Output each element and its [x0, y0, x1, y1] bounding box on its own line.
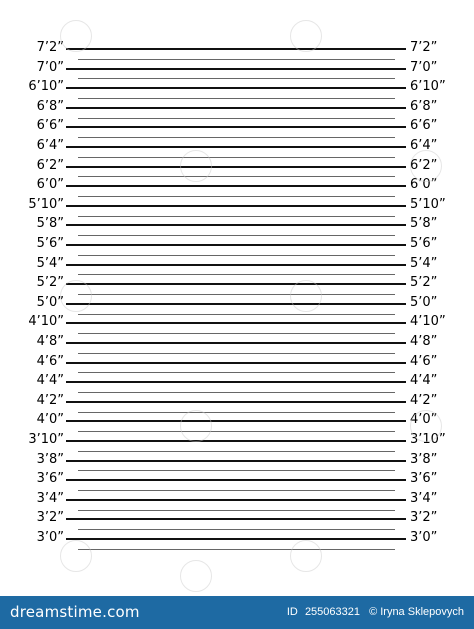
height-line-major — [66, 244, 406, 246]
height-line-minor — [78, 59, 395, 60]
height-label-right: 7’0” — [410, 59, 438, 75]
height-line-minor — [78, 78, 395, 79]
height-line-major — [66, 205, 406, 207]
height-label-left: 3’10” — [28, 432, 64, 447]
height-line-minor — [78, 157, 395, 158]
height-label-right: 6’2” — [410, 157, 438, 173]
height-label-right: 5’8” — [410, 216, 438, 232]
height-label-left: 4’8” — [36, 334, 64, 349]
height-line-major — [66, 303, 406, 305]
height-label-left: 3’4” — [36, 490, 64, 506]
height-label-left: 6’2” — [36, 157, 64, 173]
height-line-minor — [78, 196, 395, 197]
height-line-major — [66, 264, 406, 266]
watermark-mark — [290, 540, 322, 572]
height-label-right: 5’0” — [410, 294, 438, 310]
height-line-minor — [78, 216, 395, 217]
height-line-minor — [78, 490, 395, 491]
height-label-left: 3’6” — [36, 471, 64, 487]
height-label-left: 3’0” — [36, 530, 64, 545]
height-line-minor — [78, 176, 395, 177]
height-label-left: 4’0” — [36, 412, 64, 428]
height-label-right: 4’8” — [410, 334, 438, 349]
height-line-major — [66, 146, 406, 148]
height-label-left: 6’8” — [36, 98, 64, 114]
height-line-minor — [78, 451, 395, 452]
height-line-minor — [78, 372, 395, 373]
height-line-minor — [78, 353, 395, 354]
height-line-major — [66, 420, 406, 422]
watermark-mark — [180, 560, 212, 592]
watermark-mark — [180, 150, 212, 182]
height-label-right: 4’6” — [410, 353, 438, 369]
height-label-right: 3’4” — [410, 490, 438, 506]
height-label-left: 4’10” — [28, 314, 64, 330]
height-label-left: 5’8” — [36, 216, 64, 232]
height-line-major — [66, 68, 406, 70]
height-line-major — [66, 342, 406, 344]
height-label-left: 4’4” — [36, 373, 64, 389]
height-label-left: 3’8” — [36, 451, 64, 467]
height-label-right: 6’6” — [410, 118, 438, 134]
height-label-right: 4’10” — [410, 314, 446, 330]
image-id-label: ID — [286, 606, 298, 618]
height-line-minor — [78, 510, 395, 511]
height-line-minor — [78, 137, 395, 138]
height-label-right: 7’2” — [410, 40, 438, 55]
height-label-right: 6’8” — [410, 98, 438, 114]
image-id — [287, 605, 464, 619]
height-line-minor — [78, 549, 395, 550]
height-label-right: 3’2” — [410, 510, 438, 526]
height-label-left: 5’6” — [36, 236, 64, 251]
height-label-right: 5’6” — [410, 236, 438, 251]
height-label-left: 3’2” — [36, 510, 64, 526]
height-line-major — [66, 185, 406, 187]
watermark-mark — [60, 540, 92, 572]
height-label-right: 6’4” — [410, 138, 438, 153]
height-line-major — [66, 166, 406, 168]
height-line-minor — [78, 314, 395, 315]
height-line-major — [66, 538, 406, 540]
height-line-major — [66, 499, 406, 501]
height-label-right: 3’0” — [410, 530, 438, 545]
height-line-minor — [78, 118, 395, 119]
watermark-mark — [410, 150, 442, 182]
height-line-major — [66, 401, 406, 403]
stock-footer-bar — [0, 596, 474, 629]
watermark-mark — [290, 280, 322, 312]
height-line-major — [66, 460, 406, 462]
image-id-value: 255063321 — [304, 606, 360, 618]
height-label-right: 4’2” — [410, 392, 438, 408]
height-line-minor — [78, 255, 395, 256]
height-line-major — [66, 440, 406, 442]
height-line-minor — [78, 412, 395, 413]
height-line-major — [66, 87, 406, 89]
height-line-major — [66, 126, 406, 128]
height-label-right: 4’0” — [410, 412, 438, 428]
height-label-left: 5’4” — [36, 255, 64, 271]
watermark-mark — [180, 410, 212, 442]
stock-logo: dreamstime.com — [10, 603, 140, 621]
image-credit: © Iryna Sklepovych — [369, 606, 464, 618]
height-line-major — [66, 518, 406, 520]
height-label-left: 7’0” — [36, 59, 64, 75]
height-line-major — [66, 479, 406, 481]
height-label-right: 6’10” — [410, 79, 446, 95]
height-label-left: 5’0” — [36, 294, 64, 310]
height-line-major — [66, 224, 406, 226]
height-line-minor — [78, 431, 395, 432]
height-label-left: 5’2” — [36, 275, 64, 291]
watermark-mark — [410, 410, 442, 442]
watermark-mark — [290, 20, 322, 52]
height-label-left: 7’2” — [36, 40, 64, 55]
watermark-mark — [60, 280, 92, 312]
height-line-major — [66, 322, 406, 324]
height-line-minor — [78, 274, 395, 275]
height-label-right: 5’4” — [410, 255, 438, 271]
height-line-major — [66, 283, 406, 285]
height-line-minor — [78, 470, 395, 471]
height-line-minor — [78, 529, 395, 530]
height-label-left: 6’0” — [36, 177, 64, 193]
height-line-minor — [78, 294, 395, 295]
height-line-major — [66, 362, 406, 364]
height-label-right: 3’10” — [410, 432, 446, 447]
height-label-left: 5’10” — [28, 196, 64, 212]
height-line-minor — [78, 235, 395, 236]
height-label-right: 3’8” — [410, 451, 438, 467]
height-line-major — [66, 107, 406, 109]
height-line-minor — [78, 333, 395, 334]
watermark-mark — [60, 20, 92, 52]
height-label-left: 4’2” — [36, 392, 64, 408]
height-line-minor — [78, 392, 395, 393]
height-label-right: 6’0” — [410, 177, 438, 193]
height-line-major — [66, 48, 406, 50]
height-label-right: 3’6” — [410, 471, 438, 487]
height-label-left: 6’6” — [36, 118, 64, 134]
height-label-right: 5’10” — [410, 196, 446, 212]
height-label-right: 4’4” — [410, 373, 438, 389]
height-label-left: 6’10” — [28, 79, 64, 95]
height-label-right: 5’2” — [410, 275, 438, 291]
height-label-left: 4’6” — [36, 353, 64, 369]
height-label-left: 6’4” — [36, 138, 64, 153]
height-line-minor — [78, 98, 395, 99]
height-line-major — [66, 381, 406, 383]
